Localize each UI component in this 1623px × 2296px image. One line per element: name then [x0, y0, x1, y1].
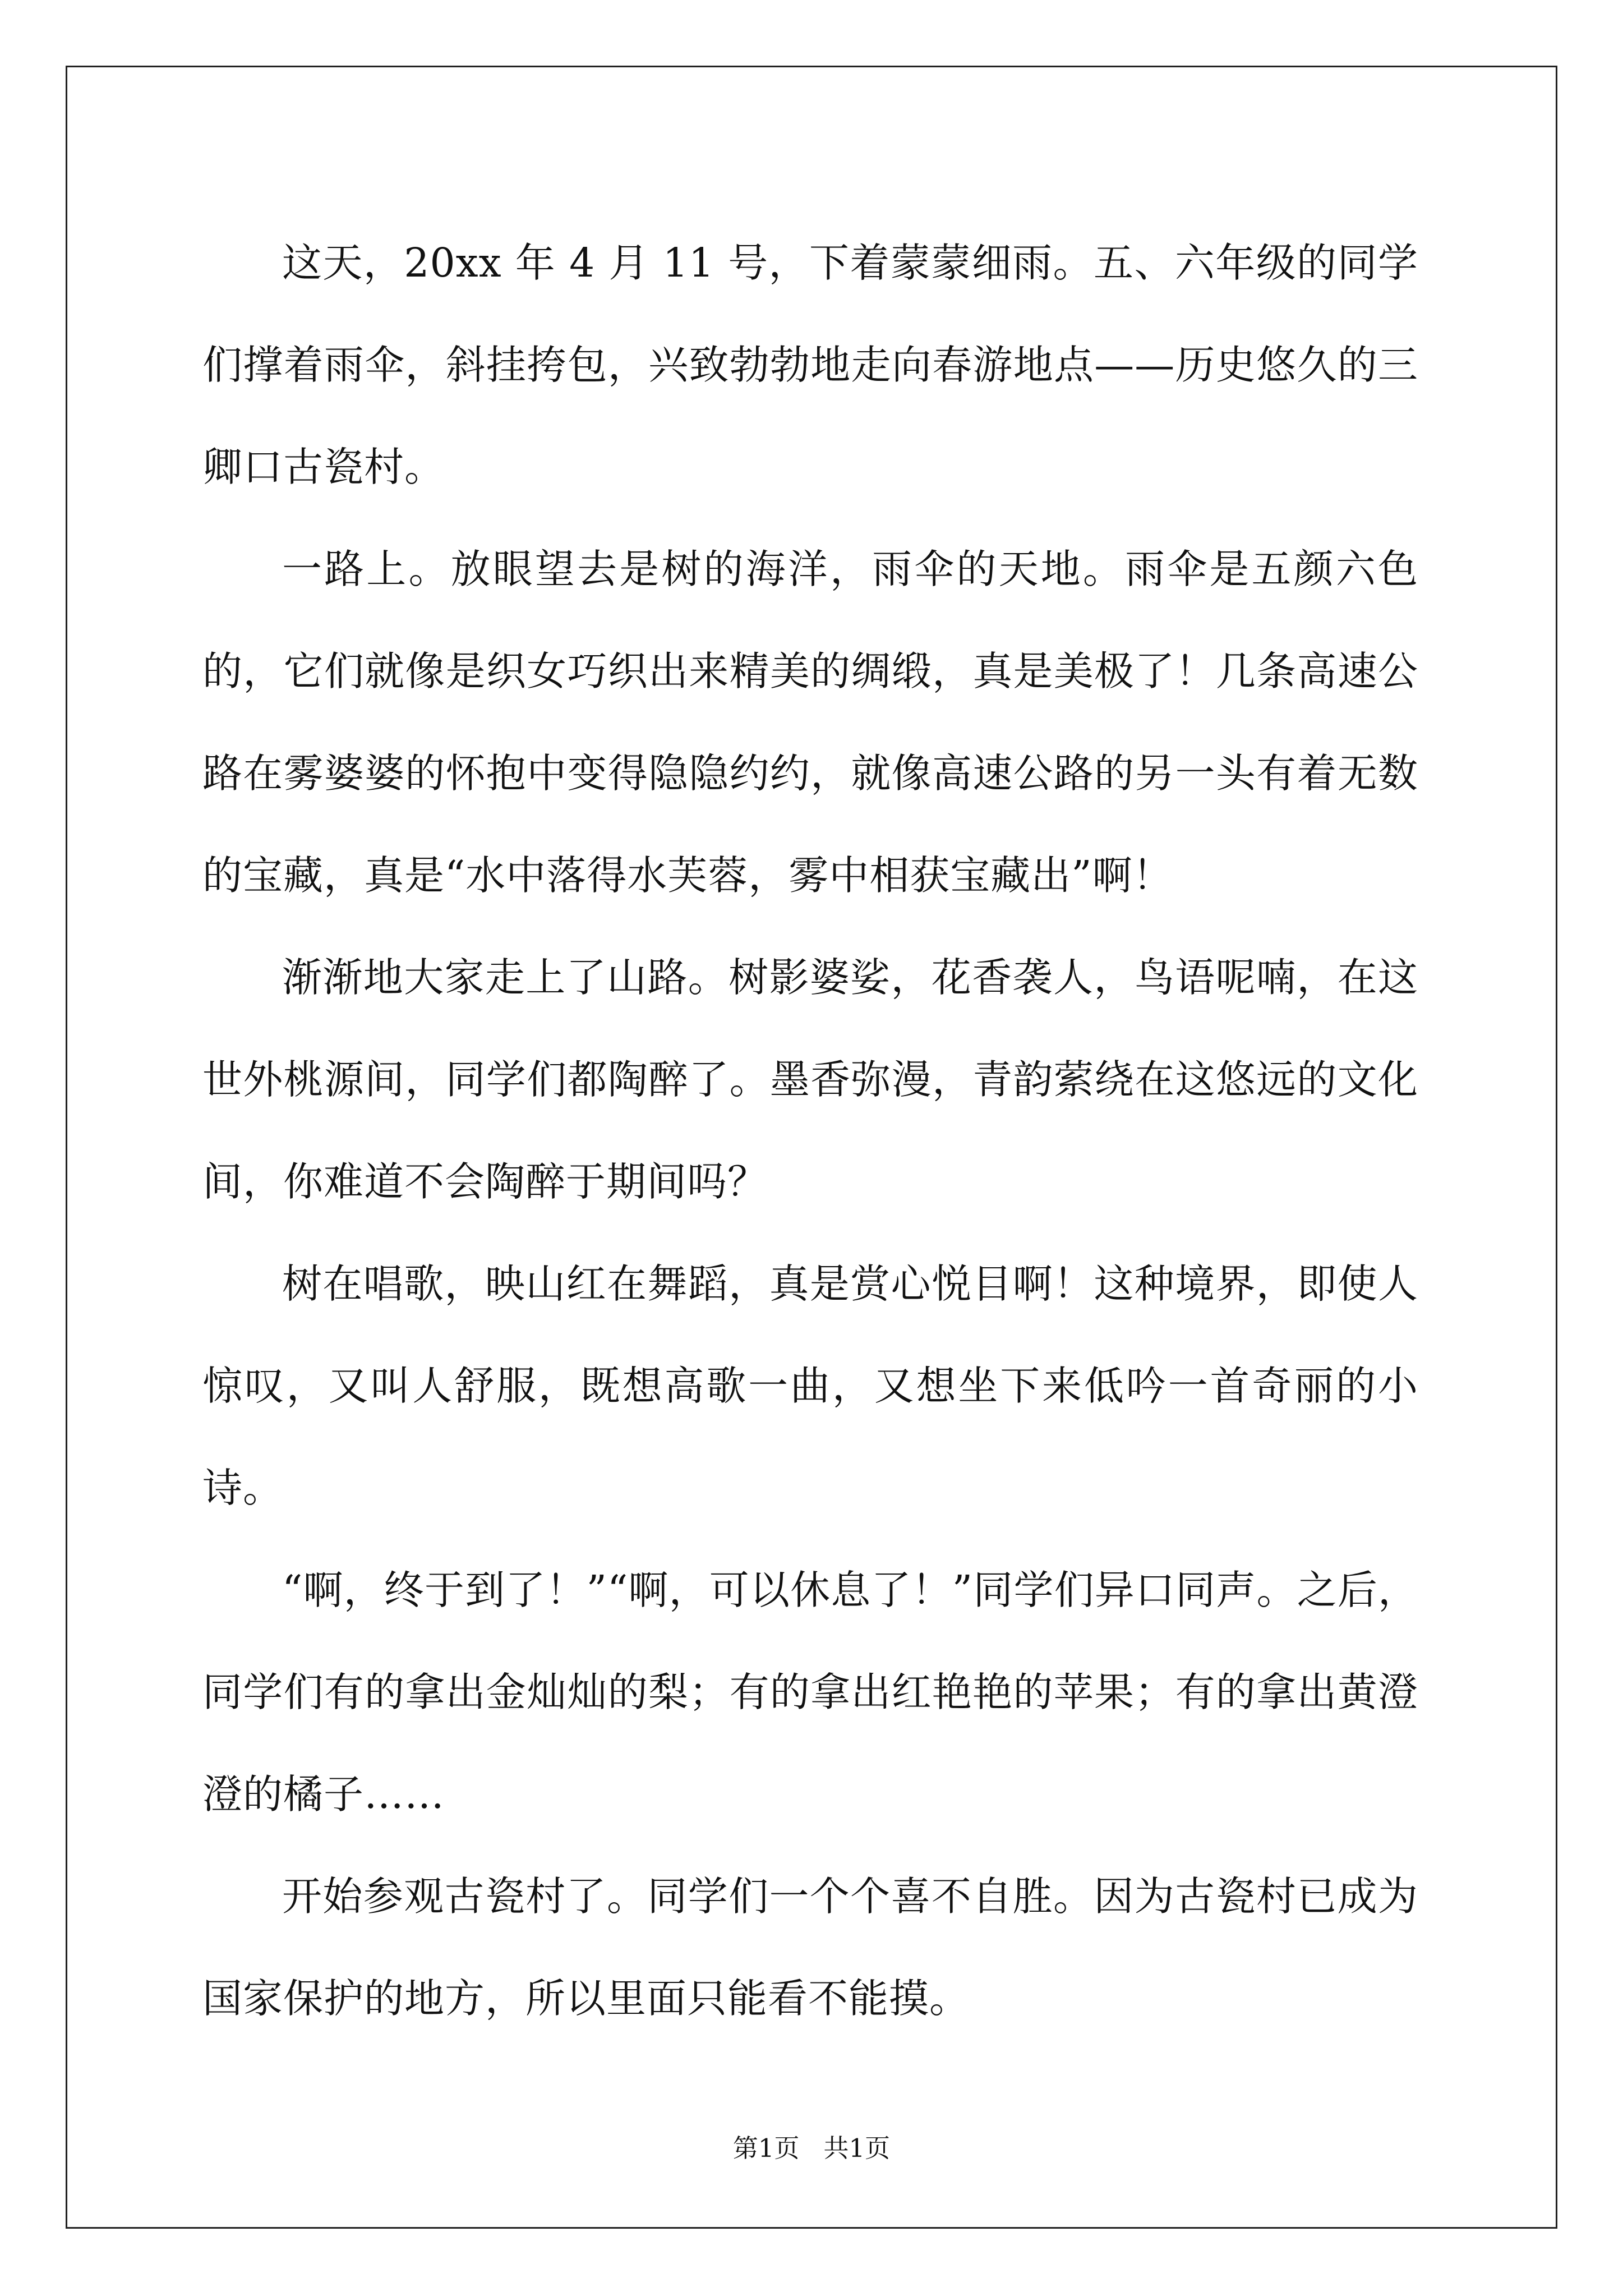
page-footer: 第1页 共1页: [732, 2133, 891, 2163]
paragraph-4: 树在唱歌，映山红在舞蹈，真是赏心悦目啊！这种境界，即使人惊叹，又叫人舒服，既想高歌一曲，又想坐下来低吟一首奇丽的小诗。: [202, 1260, 1418, 1511]
paragraph-2: 一路上。放眼望去是树的海洋，雨伞的天地。雨伞是五颜六色的，它们就像是织女巧织出来精美的绸缎，真是美极了！几条高速公路在雾婆婆的怀抱中变得隐隐约约，就像高速公路的另一头有着无数的宝藏，真是“水中落得水芙蓉，雾中相获宝藏出”啊！: [202, 546, 1418, 899]
document-body: [202, 212, 1418, 2050]
paragraph-6: 开始参观古瓷村了。同学们一个个喜不自胜。因为古瓷村已成为国家保护的地方，所以里面只能看不能摸。: [202, 1873, 1418, 2022]
paragraph-5: “啊，终于到了！”“啊，可以休息了！”同学们异口同声。之后，同学们有的拿出金灿灿的梨；有的拿出红艳艳的苹果；有的拿出黄澄澄的橘子……: [202, 1567, 1418, 1818]
paragraph-1: 这天，20xx 年 4 月 11 号，下着蒙蒙细雨。五、六年级的同学们撑着雨伞，斜挂挎包，兴致勃勃地走向春游地点——历史悠久的三卿口古瓷村。: [202, 240, 1418, 490]
paragraph-3: 渐渐地大家走上了山路。树影婆娑，花香袭人，鸟语呢喃，在这世外桃源间，同学们都陶醉了。墨香弥漫，青韵萦绕在这悠远的文化间，你难道不会陶醉于期间吗？: [202, 954, 1418, 1205]
